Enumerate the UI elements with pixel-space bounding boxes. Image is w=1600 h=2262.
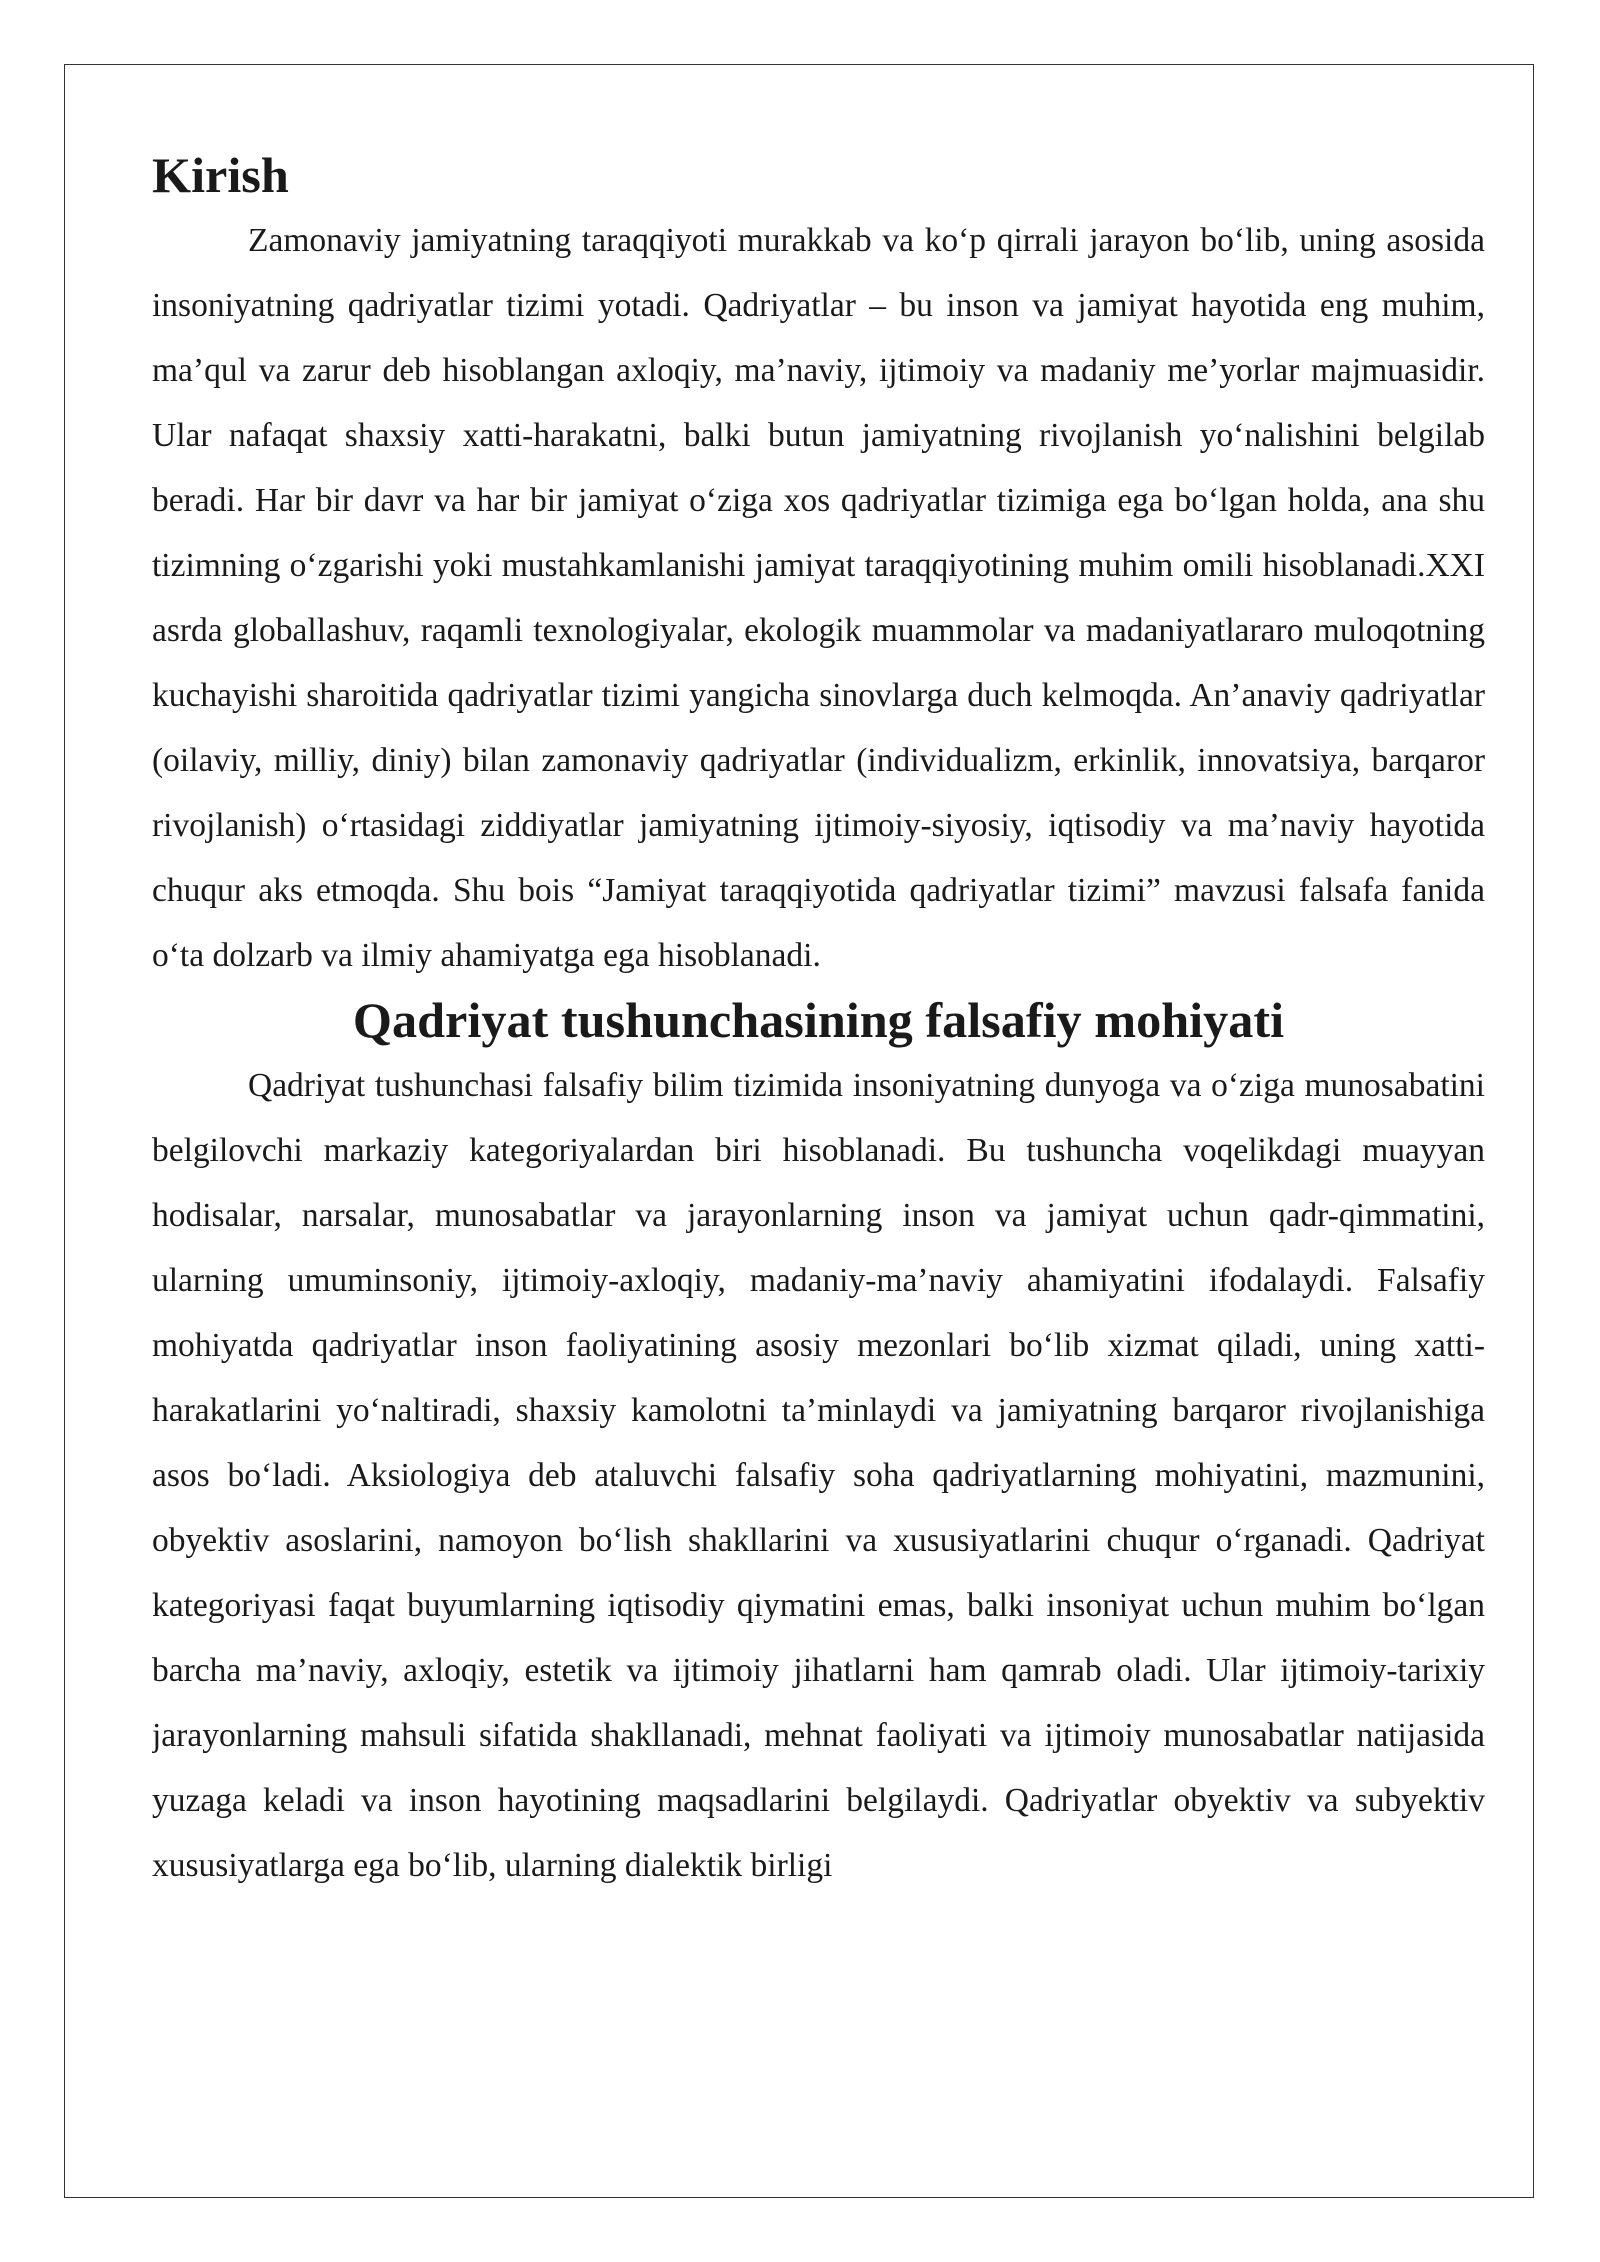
section-heading-value-concept: Qadriyat tushunchasining falsafiy mohiyati xyxy=(352,992,1285,1048)
document-body xyxy=(152,143,1485,2103)
section-heading-introduction: Kirish xyxy=(152,147,289,203)
value-concept-paragraph: Qadriyat tushunchasi falsafiy bilim tizimida insoniyatning dunyoga va o‘ziga munosabatini belgilovchi markaziy kategoriyalardan biri hisoblanadi. Bu tushuncha voqelikdagi muayyan hodisalar, narsalar, munosabatlar va jarayonlarning inson va jamiyat uchun qadr-qimmatini, ularning umuminsoniy, ijtimoiy-axloqiy, madaniy-ma’naviy ahamiyatini ifodalaydi. Falsafiy mohiyatda qadriyatlar inson faoliyatining asosiy mezonlari bo‘lib xizmat qiladi, uning xatti-harakatlarini yo‘naltiradi, shaxsiy kamolotni ta’minlaydi va jamiyatning barqaror rivojlanishiga asos bo‘ladi. Aksiologiya deb ataluvchi falsafiy soha qadriyatlarning mohiyatini, mazmunini, obyektiv asoslarini, namoyon bo‘lish shakllarini va xususiyatlarini chuqur o‘rganadi. Qadriyat kategoriyasi faqat buyumlarning iqtisodiy qiymatini emas, balki insoniyat uchun muhim bo‘lgan barcha ma’naviy, axloqiy, estetik va ijtimoiy jihatlarni ham qamrab oladi. Ular ijtimoiy-tarixiy jarayonlarning mahsuli sifatida shakllanadi, mehnat faoliyati va ijtimoiy munosabatlar natijasida yuzaga keladi va inson hayotining maqsadlarini belgilaydi. Qadriyatlar obyektiv va subyektiv xususiyatlarga ega bo‘lib, ularning dialektik birligi xyxy=(152,1067,1485,1884)
introduction-paragraph: Zamonaviy jamiyatning taraqqiyoti murakkab va ko‘p qirrali jarayon bo‘lib, uning asosida insoniyatning qadriyatlar tizimi yotadi. Qadriyatlar – bu inson va jamiyat hayotida eng muhim, ma’qul va zarur deb hisoblangan axloqiy, ma’naviy, ijtimoiy va madaniy me’yorlar majmuasidir. Ular nafaqat shaxsiy xatti-harakatni, balki butun jamiyatning rivojlanish yo‘nalishini belgilab beradi. Har bir davr va har bir jamiyat o‘ziga xos qadriyatlar tizimiga ega bo‘lgan holda, ana shu tizimning o‘zgarishi yoki mustahkamlanishi jamiyat taraqqiyotining muhim omili hisoblanadi.XXI asrda globallashuv, raqamli texnologiyalar, ekologik muammolar va madaniyatlararo muloqotning kuchayishi sharoitida qadriyatlar tizimi yangicha sinovlarga duch kelmoqda. An’anaviy qadriyatlar (oilaviy, milliy, diniy) bilan zamonaviy qadriyatlar (individualizm, erkinlik, innovatsiya, barqaror rivojlanish) o‘rtasidagi ziddiyatlar jamiyatning ijtimoiy-siyosiy, iqtisodiy va ma’naviy hayotida chuqur aks etmoqda. Shu bois “Jamiyat taraqqiyotida qadriyatlar tizimi” mavzusi falsafa fanida o‘ta dolzarb va ilmiy ahamiyatga ega hisoblanadi. xyxy=(152,222,1485,974)
